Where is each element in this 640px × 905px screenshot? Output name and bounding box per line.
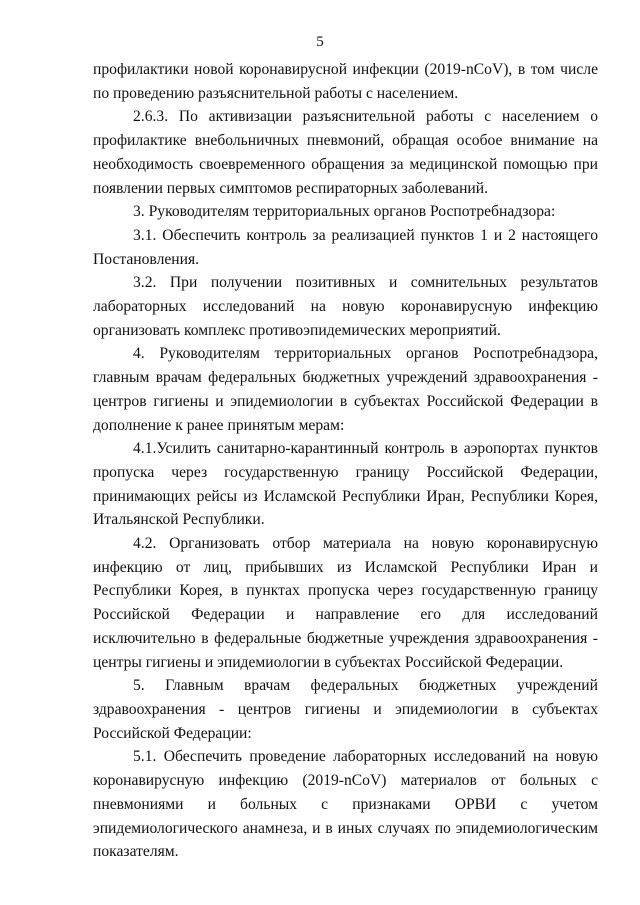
- paragraph-3-2: 3.2. При получении позитивных и сомнительных результатов лабораторных исследований на новую коронавирусную инфекцию организовать комплекс противоэпидемических мероприятий.: [93, 274, 598, 339]
- paragraph-continuation: профилактики новой коронавирусной инфекции (2019-nCoV), в том числе по проведению разъяснительной работы с населением.: [93, 61, 598, 102]
- page-number: 5: [316, 34, 324, 50]
- paragraph-3-1: 3.1. Обеспечить контроль за реализацией пунктов 1 и 2 настоящего Постановления.: [93, 226, 598, 268]
- paragraph-5-1: 5.1. Обеспечить проведение лабораторных исследований на новую коронавирусную инфекцию (2019-nCoV) материалов от больных с пневмониями и больных с признаками ОРВИ с учетом эпидемиологического анамнеза, и в иных случаях по эпидемиологическим показателям.: [93, 748, 598, 861]
- paragraph-4-2: 4.2. Организовать отбор материала на новую коронавирусную инфекцию от лиц, прибывших из Исламской Республики Иран и Республики Корея, в пунктах пропуска через государственную границу Российской Федерации и направление его для исследований исключительно в федеральные бюджетные учреждения здравоохранения - центры гигиены и эпидемиологии в субъектах Российской Федерации.: [93, 535, 598, 671]
- document-body: [93, 58, 598, 864]
- paragraph-5: 5. Главным врачам федеральных бюджетных учреждений здравоохранения - центров гигиены и эпидемиологии в субъектах Российской Федерации:: [93, 677, 598, 742]
- paragraph-4: 4. Руководителям территориальных органов Роспотребнадзора, главным врачам федеральных бюджетных учреждений здравоохранения - центров гигиены и эпидемиологии в субъектах Российской Федерации в дополнение к ранее принятым мерам:: [93, 345, 598, 434]
- paragraph-2-6-3: 2.6.3. По активизации разъяснительной работы с населением о профилактике внебольничных пневмоний, обращая особое внимание на необходимость своевременного обращения за медицинской помощью при появлении первых симптомов респираторных заболеваний.: [93, 108, 598, 197]
- paragraph-4-1: 4.1.Усилить санитарно-карантинный контроль в аэропортах пунктов пропуска через государственную границу Российской Федерации, принимающих рейсы из Исламской Республики Иран, Республики Корея, Итальянской Республики.: [93, 440, 598, 529]
- paragraph-3: 3. Руководителям территориальных органов Роспотребнадзора:: [133, 203, 556, 221]
